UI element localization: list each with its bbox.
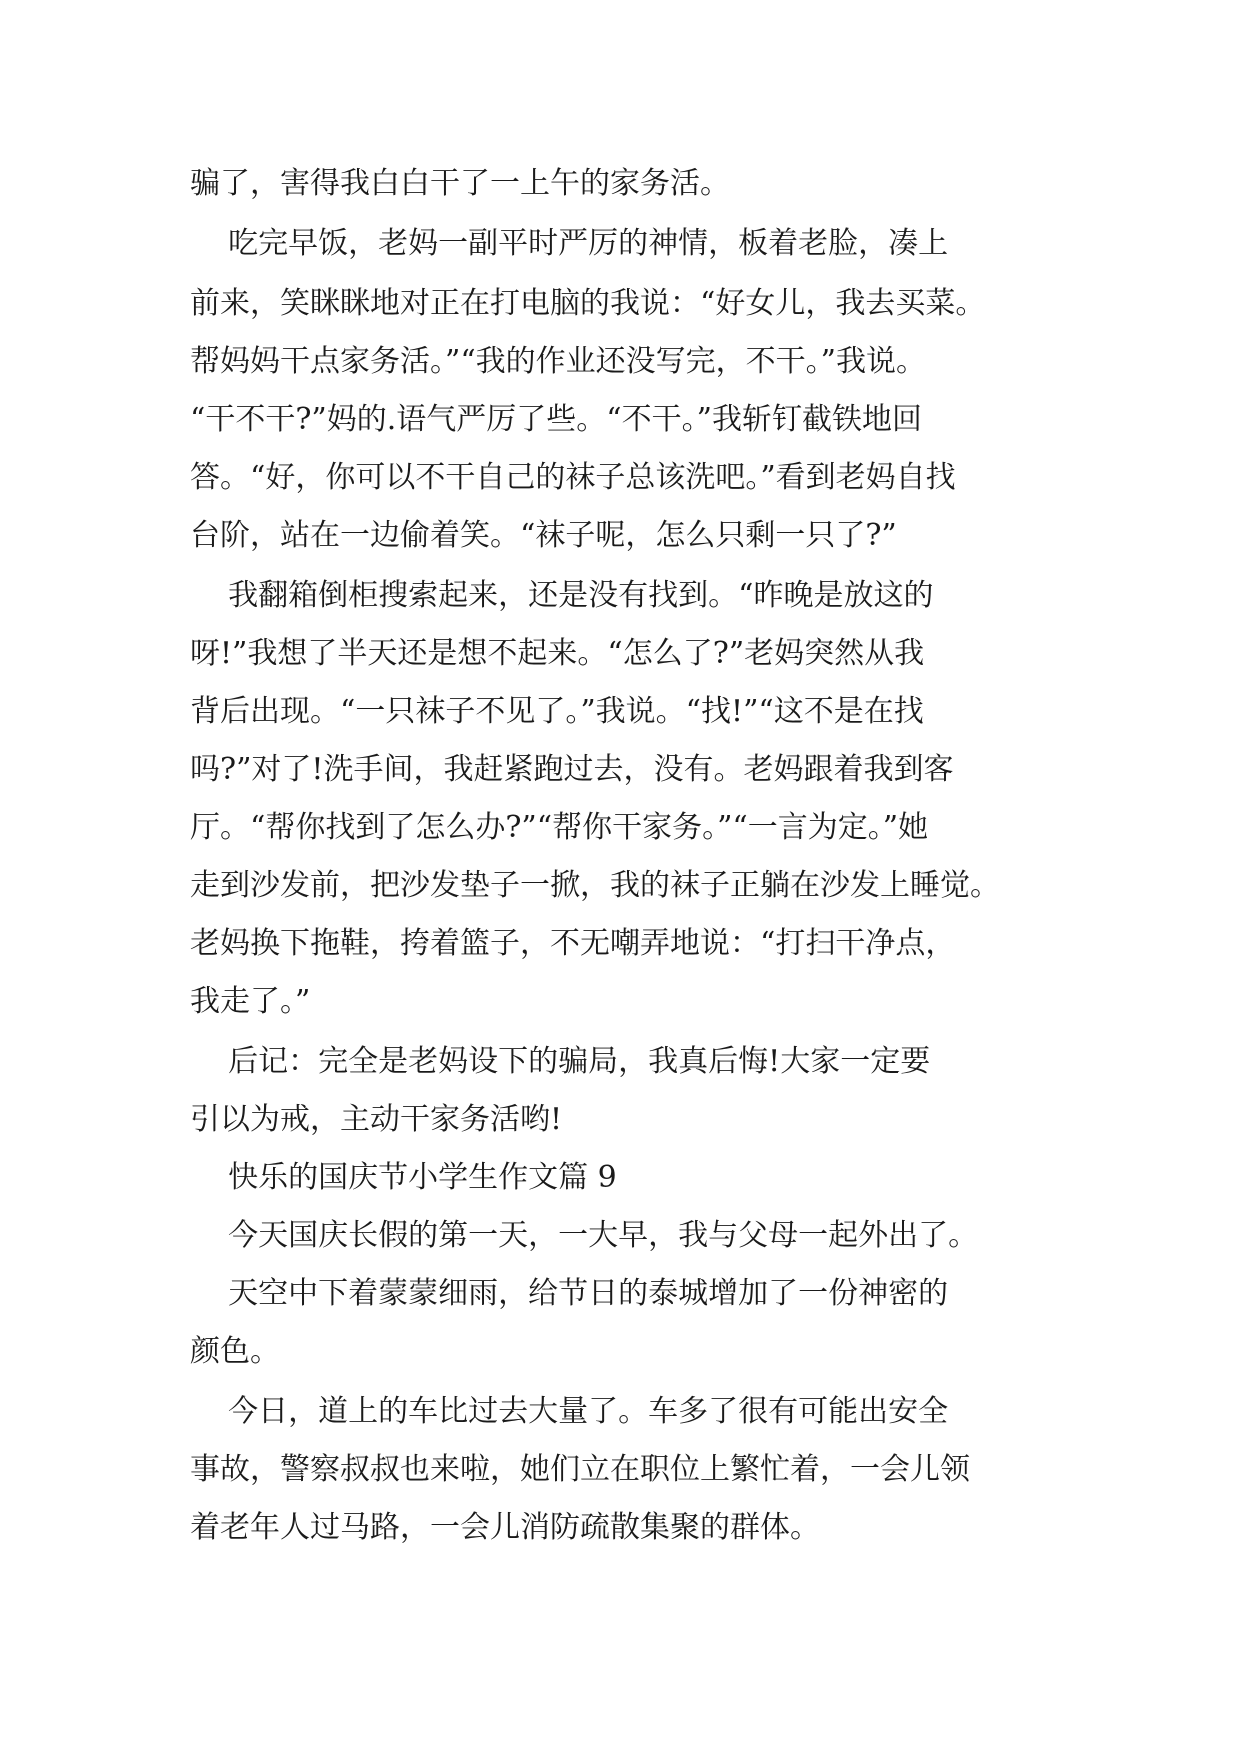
- text-line: 引以为戒，主动干家务活哟!: [190, 1102, 563, 1137]
- text-line: 后记：完全是老妈设下的骗局，我真后悔!大家一定要: [190, 1044, 931, 1079]
- text-line: 帮妈妈干点家务活。”“我的作业还没写完，不干。”我说。: [190, 344, 927, 379]
- text-line: 事故，警察叔叔也来啦，她们立在职位上繁忙着，一会儿领: [190, 1452, 970, 1487]
- text-line: 台阶，站在一边偷着笑。“袜子呢，怎么只剩一只了?”: [190, 518, 897, 553]
- text-line: 走到沙发前，把沙发垫子一掀，我的袜子正躺在沙发上睡觉。: [190, 868, 1000, 903]
- text-line: 老妈换下拖鞋，挎着篮子，不无嘲弄地说：“打扫干净点，: [190, 926, 956, 961]
- text-line: 着老年人过马路，一会儿消防疏散集聚的群体。: [190, 1510, 820, 1545]
- text-line: 背后出现。“一只袜子不见了。”我说。“找!”“这不是在找: [190, 694, 924, 729]
- text-line: 今天国庆长假的第一天，一大早，我与父母一起外出了。: [190, 1218, 979, 1253]
- text-line: 颜色。: [190, 1334, 280, 1369]
- text-line: 我翻箱倒柜搜索起来，还是没有找到。“昨晚是放这的: [190, 578, 934, 613]
- text-line: 我走了。”: [190, 984, 311, 1019]
- text-line: 厅。“帮你找到了怎么办?”“帮你干家务。”“一言为定。”她: [190, 810, 929, 845]
- text-line: 吃完早饭，老妈一副平时严厉的神情，板着老脸，凑上: [190, 226, 949, 261]
- text-line: “干不干?”妈的.语气严厉了些。“不干。”我斩钉截铁地回: [190, 402, 922, 437]
- text-line: 答。“好，你可以不干自己的袜子总该洗吧。”看到老妈自找: [190, 460, 956, 495]
- text-line: 今日，道上的车比过去大量了。车多了很有可能出安全: [190, 1394, 949, 1429]
- text-line: 呀!”我想了半天还是想不起来。“怎么了?”老妈突然从我: [190, 636, 925, 671]
- text-line: 前来，笑眯眯地对正在打电脑的我说：“好女儿，我去买菜。: [190, 286, 986, 321]
- text-line: 吗?”对了!洗手间，我赶紧跑过去，没有。老妈跟着我到客: [190, 752, 954, 787]
- text-line: 天空中下着蒙蒙细雨，给节日的泰城增加了一份神密的: [190, 1276, 949, 1311]
- text-line: 骗了，害得我白白干了一上午的家务活。: [190, 166, 730, 201]
- text-line: 快乐的国庆节小学生作文篇 9: [190, 1160, 617, 1195]
